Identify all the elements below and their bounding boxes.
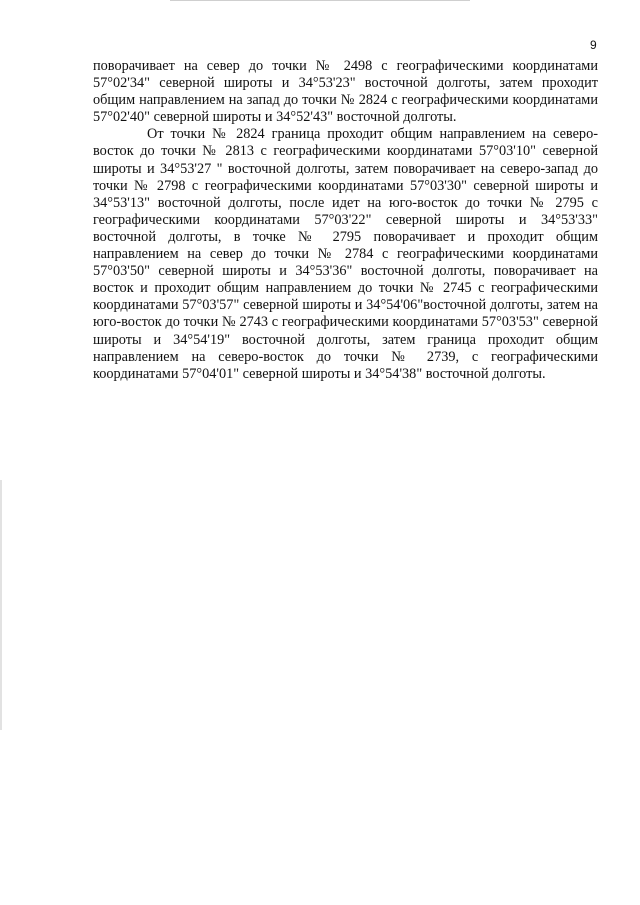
- scan-edge-shadow: [0, 480, 2, 730]
- document-body: [93, 58, 598, 383]
- page-number: 9: [590, 38, 597, 52]
- scan-edge-line: [170, 0, 470, 1]
- paragraph-continuation: поворачивает на север до точки № 2498 с географическими координатами 57°02'34" северной широты и 34°53'23" восточной долготы, затем проходит общим направлением на запад до точки № 2824 с географическими координатами 57°02'40" северной широты и 34°52'43" восточной долготы.: [93, 58, 598, 126]
- paragraph-boundary-description: От точки № 2824 граница проходит общим направлением на северо-восток до точки № 2813 с географическими координатами 57°03'10" северной широты и 34°53'27 " восточной долготы, затем поворачивает на северо-запад до точки № 2798 с географическими координатами 57°03'30" северной широты и 34°53'13" восточной долготы, после идет на юго-восток до точки № 2795 с географическими координатами 57°03'22" северной широты и 34°53'33" восточной долготы, в точке № 2795 поворачивает и проходит общим направлением на север до точки № 2784 с географическими координатами 57°03'50" северной широты и 34°53'36" восточной долготы, поворачивает на восток и проходит общим направлением до точки № 2745 с географическими координатами 57°03'57" северной широты и 34°54'06"восточной долготы, затем на юго-восток до точки № 2743 с географическими координатами 57°03'53" северной широты и 34°54'19" восточной долготы, затем граница проходит общим направлением на северо-восток до точки № 2739, с географическими координатами 57°04'01" северной широты и 34°54'38" восточной долготы.: [93, 126, 598, 382]
